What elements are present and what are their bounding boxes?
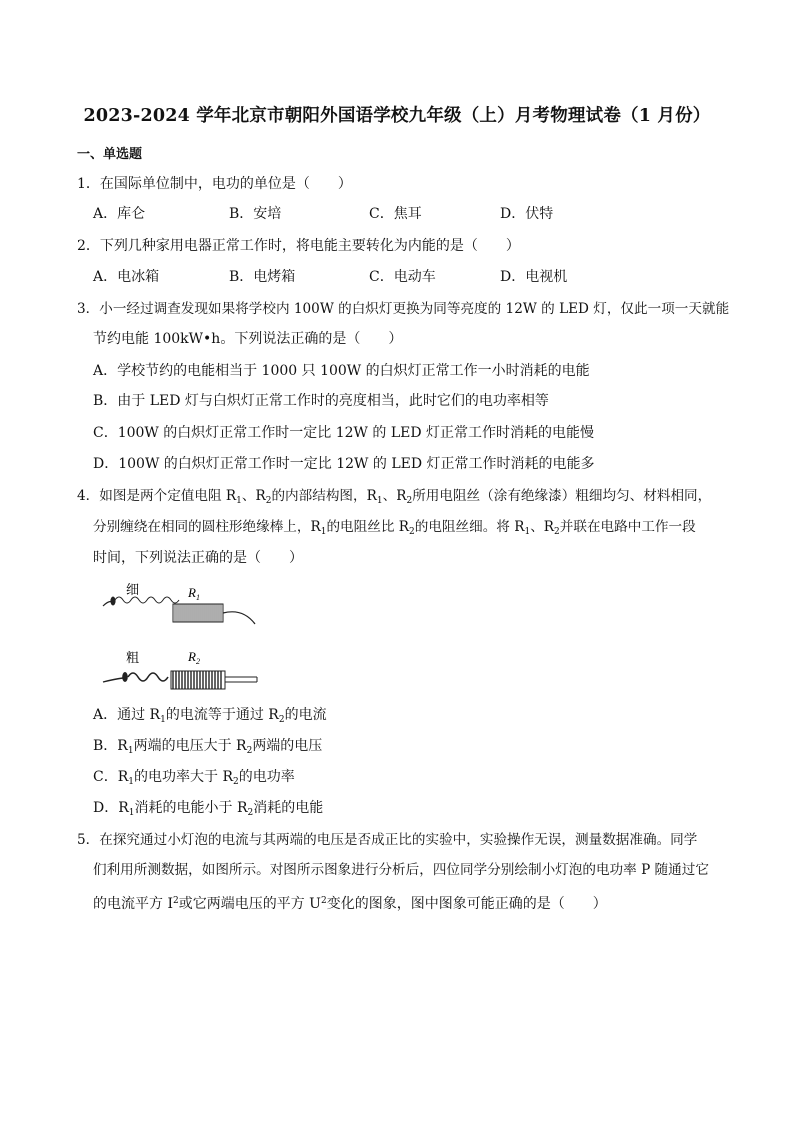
question-1-option-b: B．安培 — [229, 206, 282, 222]
question-1-stem: 1．在国际单位制中，电功的单位是（ ） — [77, 176, 352, 192]
question-3-option-c: C．100W 的白炽灯正常工作时一定比 12W 的 LED 灯正常工作时消耗的电能慢 — [93, 425, 595, 441]
question-2-option-a: A．电冰箱 — [93, 269, 160, 285]
r1-thin-wire — [115, 597, 179, 603]
r2-insulation-knot — [122, 672, 128, 682]
question-3-stem-line-2: 节约电能 100kW•h。下列说法正确的是（ ） — [93, 331, 403, 347]
question-5-stem-line-3: 的电流平方 $I^2$或它两端电压的平方 $U^2$变化的图象，图中图象可能正确的是（ ） — [93, 896, 607, 912]
section-heading: 一、单选题 — [77, 147, 143, 162]
question-1-option-a: A．库仑 — [93, 206, 146, 222]
r1-lead-right — [223, 612, 255, 624]
question-2-stem: 2．下列几种家用电器正常工作时，将电能主要转化为内能的是（ ） — [77, 238, 520, 254]
question-2-option-d: D．电视机 — [500, 269, 568, 285]
question-4-option-a: A．通过 $R_1$的电流等于通过 $R_2$的电流 — [93, 707, 327, 725]
question-4-stem-line-2: 分别缠绕在相同的圆柱形绝缘棒上，$R_1$的电阻丝比 $R_2$的电阻丝细。将 $R_1$、$R_2$并联在电路中工作一段 — [93, 519, 696, 537]
r2-lead-left — [103, 678, 123, 682]
r2-thick-wire — [128, 673, 168, 681]
question-2-option-c: C．电动车 — [369, 269, 436, 285]
r2-label: $R_2$ — [188, 649, 200, 666]
question-4-stem-line-1: 4．如图是两个定值电阻 $R_1$、$R_2$的内部结构图，$R_1$、$R_2$所用电阻丝（涂有绝缘漆）粗细均匀、材料相同， — [77, 488, 712, 506]
question-4-stem-line-3: 时间，下列说法正确的是（ ） — [93, 550, 303, 566]
question-4-option-c: C．$R_1$的电功率大于 $R_2$的电功率 — [93, 769, 295, 787]
page-title: 2023-2024 学年北京市朝阳外国语学校九年级（上）月考物理试卷（1 月份） — [83, 106, 711, 126]
resistor-structure-figure — [95, 578, 275, 693]
question-2-option-b: B．电烤箱 — [229, 269, 296, 285]
r1-coil-body — [173, 604, 223, 622]
question-3-option-d: D．100W 的白炽灯正常工作时一定比 12W 的 LED 灯正常工作时消耗的电能多 — [93, 456, 595, 472]
question-4-number: 4． — [77, 488, 100, 504]
label-thick: 粗 — [126, 651, 140, 666]
question-4-option-d: D．$R_1$消耗的电能小于 $R_2$消耗的电能 — [93, 800, 324, 818]
r1-insulation-knot — [110, 597, 115, 606]
label-thin: 细 — [126, 583, 140, 598]
question-3-stem-line-1: 3．小一经过调查发现如果将学校内 100W 的白炽灯更换为同等亮度的 12W 的 LED 灯，仅此一项一天就能 — [77, 301, 730, 317]
question-5-stem-line-1: 5．在探究通过小灯泡的电流与其两端的电压是否成正比的实验中，实验操作无误，测量数据准确。同学 — [77, 832, 698, 848]
question-5-stem-line-2: 们利用所测数据，如图所示。对图所示图象进行分析后，四位同学分别绘制小灯泡的电功率 P 随通过它 — [93, 862, 709, 878]
question-1-option-c: C．焦耳 — [369, 206, 422, 222]
question-3-option-a: A．学校节约的电能相当于 1000 只 100W 的白炽灯正常工作一小时消耗的电能 — [93, 363, 590, 379]
r1-label: $R_1$ — [188, 585, 200, 602]
question-4-option-b: B．$R_1$两端的电压大于 $R_2$两端的电压 — [93, 738, 323, 756]
question-3-option-b: B．由于 LED 灯与白炽灯正常工作时的亮度相当，此时它们的电功率相等 — [93, 393, 549, 409]
question-1-option-d: D．伏特 — [500, 206, 554, 222]
